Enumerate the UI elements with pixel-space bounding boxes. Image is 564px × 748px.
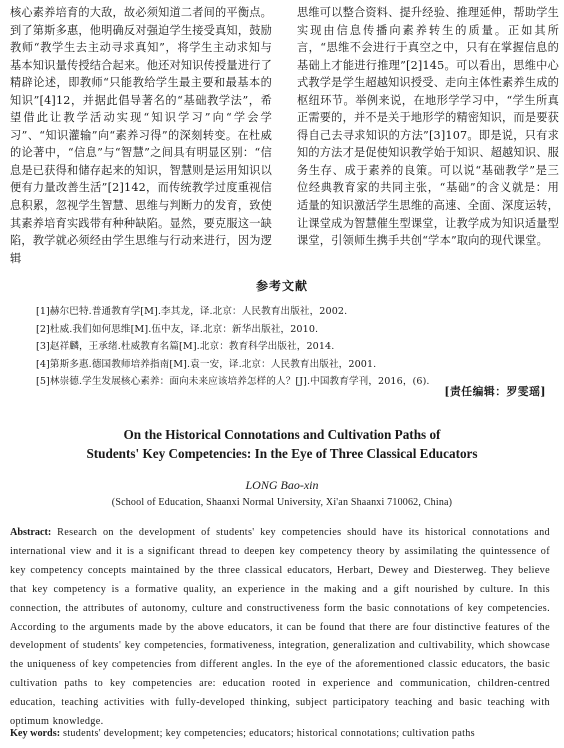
english-title-line-1: On the Historical Connotations and Cultivation Paths of [123,427,441,442]
abstract-text: Research on the development of students' key competencies should have its historical connotations and international view and it is a significant thread to deepen key competency theory by assimilating the quintessence of key competency concepts maintained by the three classical educators, Herbart, Dewey and Diesterweg. They believe that key competency is a formative quality, an experience in the making and a gift nourished by culture. In this connection, the attributes of autonomy, culture and constructiveness form the basic connotations of key competencies. According to the arguments made by the above educators, it can be found that there are four distinctive features of the development of students' key competencies, formativeness, integration, generalization and cultivability, which showcase the uniqueness of key competencies from different angles. In the eye of the aforementioned classic educators, the basic cultivation paths to key competencies are: education rooted in experience and communication, children-centred education, teaching activities with fully-developed thinking, subject participatory teaching and basic teaching with optimum knowledge. [10,527,551,728]
body-column-left [10,4,272,266]
body-paragraph-right: 思维可以整合资料、提升经验、推理延伸，帮助学生实现由信息传播向素养转生的质量。正如其所言，“思维不会进行于真空之中，只有在掌握信息的基础上才能进行推理”[2]145。可以看出，思维中心式教学是学生超越知识授受、走向主体性素养生成的枢纽环节。举例来说，在地形学学习中，“学生所真正需要的，并不是关于地形学的精密知识，而是要获得自己去寻求知识的方法”[3]107。即是说，只有求知的方法才是促使知识教学始于知识、超越知识、服务生存、成于素养的良策。可以说“基础教学”是三位经典教育家的共同主张，“基础”的含义就是：用适量的知识激活学生思维的高速、全面、深度运转，让课堂成为智慧催生型课堂，让教学成为知识适量型课堂，引领师生携手共创“学本”取向的现代课堂。 [297,6,559,248]
body-column-right [297,4,559,266]
english-keywords [10,725,550,743]
keywords-label: Key words: [10,728,61,739]
responsible-editor: [责任编辑：罗雯瑶] [444,385,546,398]
reference-item: [1]赫尔巴特.普通教育学[M].李其龙，译.北京：人民教育出版社，2002. [36,306,348,317]
english-abstract [10,524,550,732]
reference-item: [5]林崇德.学生发展核心素养：面向未来应该培养怎样的人？[J].中国教育学刊，2016，(6). [36,376,430,387]
author-name: LONG Bao-xin [245,478,319,492]
references-heading: 参考文献 [255,279,308,293]
author-affiliation: (School of Education, Shaanxi Normal University, Xi'an Shaanxi 710062, China) [111,497,453,508]
keywords-text: students' development; key competencies; educators; historical connotations; cultivation paths [62,728,475,739]
english-title [0,425,564,463]
english-title-line-2: Students' Key Competencies: In the Eye of Three Classical Educators [86,446,478,461]
reference-item: [4]第斯多惠.德国教师培养指南[M].袁一安，译.北京：人民教育出版社，2001. [36,358,377,370]
reference-item: [2]杜威.我们如何思维[M].伍中友，译.北京：新华出版社，2010. [36,323,319,335]
reference-item: [3]赵祥麟，王承绪.杜威教育名篇[M].北京：教育科学出版社，2014. [36,341,335,352]
references-list [36,303,536,391]
body-paragraph-left: 核心素养培育的大敌，故必须知道二者间的平衡点。到了第斯多惠，他明确反对强迫学生接受真知，鼓励教师“教学生去主动寻求真知”，将学生主动求知与基本知识量传授结合起来。他还对知识传授量进行了精辟论述，即教师“只能教给学生最主要和最基本的知识”[4]12，并据此倡导著名的“基础教学法”，希望借此让教学活动实现“知识学习”向“学会学习”、“知识灌输”向“素养习得”的深刻转变。在杜威的论著中，“信息”与“智慧”之间具有明显区别：“信息是已获得和储存起来的知识，智慧则是运用知识以便有力量改善生活”[2]142，而传统教学过度重视信息积累，忽视学生智慧、思维与判断力的发育，致使其素养培育实践带有种种缺陷。显然，要克服这一缺陷，教学就必须经由学生思维与行动来进行，因为逻辑 [10,6,272,265]
body-text-columns [10,4,559,266]
abstract-label: Abstract: [10,527,52,538]
